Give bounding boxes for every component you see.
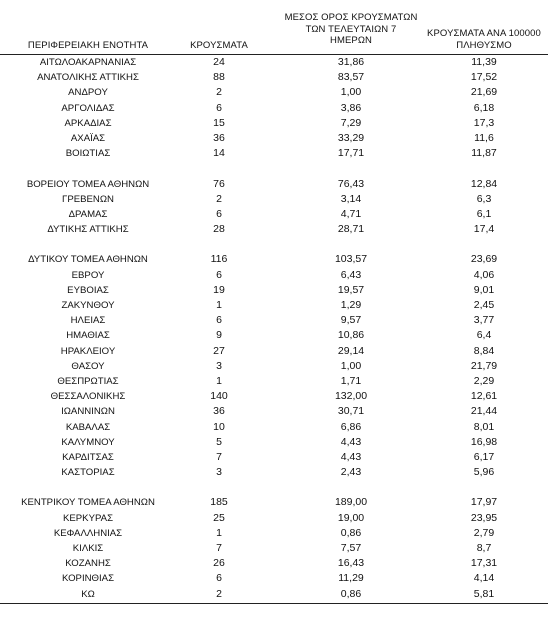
average-cell: 76,43	[337, 177, 365, 190]
per-100000-cell: 16,98	[470, 435, 498, 448]
table-row	[0, 374, 556, 389]
per-100000-cell: 11,6	[474, 131, 494, 144]
cases-cell: 27	[213, 344, 225, 357]
average-cell: 4,71	[340, 207, 362, 220]
table-row	[0, 420, 556, 435]
region-cell: ΓΡΕΒΕΝΩΝ	[62, 193, 114, 205]
average-cell: 6,86	[340, 420, 362, 433]
per-100000-cell: 11,39	[471, 56, 497, 68]
table-row	[0, 465, 556, 480]
per-100000-cell: 23,69	[470, 253, 498, 266]
average-cell: 0,86	[340, 587, 362, 600]
per-100000-cell: 2,29	[473, 374, 495, 387]
region-cell: ΚΑΡΔΙΤΣΑΣ	[62, 451, 114, 463]
region-cell: ΑΙΤΩΛΟΑΚΑΡΝΑΝΙΑΣ	[39, 57, 137, 68]
region-cell: ΕΥΒΟΙΑΣ	[67, 284, 109, 296]
per-100000-cell: 8,01	[473, 420, 495, 433]
cases-cell: 25	[213, 511, 225, 524]
per-100000-cell: 2,45	[473, 299, 495, 311]
table-body	[0, 55, 556, 602]
cases-cell: 14	[213, 147, 225, 160]
table-row	[0, 359, 556, 374]
table-row	[0, 85, 556, 100]
table-row	[0, 495, 556, 510]
per-100000-cell: 8,84	[473, 344, 495, 357]
table-row	[0, 298, 556, 313]
region-cell: ΘΑΣΟΥ	[71, 360, 105, 372]
per-100000-cell: 23,95	[470, 511, 498, 524]
per-100000-cell: 6,17	[473, 450, 495, 463]
table-row	[0, 70, 556, 85]
table-row	[0, 131, 556, 146]
header-avg-line-1: ΜΕΣΟΣ ΟΡΟΣ ΚΡΟΥΣΜΑΤΩΝ	[284, 12, 418, 23]
per-100000-cell: 5,81	[473, 587, 495, 600]
average-cell: 28,71	[337, 223, 365, 236]
region-cell: ΚΙΛΚΙΣ	[72, 543, 104, 554]
per-100000-cell: 6,3	[476, 192, 492, 205]
table-row	[0, 268, 556, 283]
table-row	[0, 328, 556, 343]
per-100000-cell: 21,79	[470, 359, 498, 372]
region-cell: ΑΡΓΟΛΙΔΑΣ	[61, 102, 115, 114]
average-cell: 10,86	[337, 329, 365, 342]
average-cell: 16,43	[337, 557, 365, 570]
average-cell: 29,14	[337, 344, 365, 357]
region-cell: ΔΡΑΜΑΣ	[68, 208, 108, 220]
region-cell: ΑΧΑΪΑΣ	[70, 132, 106, 144]
table-row	[0, 313, 556, 328]
per-100000-cell: 12,84	[470, 177, 498, 190]
cases-cell: 140	[210, 390, 228, 403]
region-cell: ΚΕΝΤΡΙΚΟΥ ΤΟΜΕΑ ΑΘΗΝΩΝ	[21, 497, 155, 509]
per-100000-cell: 17,3	[473, 116, 495, 129]
region-cell: ΘΕΣΠΡΩΤΙΑΣ	[57, 375, 119, 387]
cases-cell: 6	[216, 268, 222, 281]
average-cell: 3,86	[340, 101, 362, 114]
cases-cell: 1	[216, 526, 222, 539]
per-100000-cell: 4,14	[473, 572, 495, 585]
per-100000-cell: 5,96	[473, 466, 495, 479]
per-100000-cell: 17,97	[470, 496, 498, 509]
average-cell: 189,00	[334, 496, 368, 509]
group-spacer	[0, 161, 556, 176]
table-row	[0, 222, 556, 237]
table-row	[0, 389, 556, 404]
cases-cell: 88	[213, 71, 225, 84]
cases-cell: 19	[213, 283, 225, 296]
average-cell: 1,71	[340, 374, 362, 387]
average-cell: 17,71	[337, 147, 365, 160]
region-cell: ΔΥΤΙΚΗΣ ΑΤΤΙΚΗΣ	[47, 224, 129, 236]
footer-rule	[0, 603, 548, 604]
average-cell: 0,86	[340, 526, 362, 539]
average-cell: 1,00	[340, 359, 362, 372]
average-cell: 7,57	[340, 542, 362, 554]
cases-cell: 6	[216, 101, 222, 114]
header-region	[0, 40, 176, 52]
average-cell: 4,43	[340, 450, 362, 463]
region-cell: ΘΕΣΣΑΛΟΝΙΚΗΣ	[50, 391, 126, 403]
table-row	[0, 207, 556, 222]
cases-cell: 36	[213, 405, 225, 418]
region-cell: ΑΝΑΤΟΛΙΚΗΣ ΑΤΤΙΚΗΣ	[37, 72, 139, 84]
cases-cell: 7	[216, 450, 222, 463]
cases-cell: 116	[210, 253, 228, 266]
average-cell: 19,57	[337, 283, 365, 296]
cases-cell: 6	[216, 572, 222, 585]
average-cell: 2,43	[340, 466, 362, 479]
cases-cell: 6	[216, 314, 222, 327]
table-row	[0, 556, 556, 571]
region-cell: ΚΟΖΑΝΗΣ	[65, 558, 111, 570]
per-100000-cell: 4,06	[473, 268, 495, 281]
table-row	[0, 587, 556, 602]
per-100000-cell: 8,7	[476, 542, 492, 554]
average-cell: 19,00	[337, 511, 365, 524]
average-cell: 4,43	[340, 435, 362, 448]
table-row	[0, 101, 556, 116]
cases-cell: 10	[213, 420, 225, 433]
table-row	[0, 511, 556, 526]
per-100000-cell: 21,44	[470, 405, 498, 418]
region-cell: ΚΩ	[81, 588, 95, 600]
average-cell: 1,29	[340, 299, 362, 311]
region-cell: ΚΕΡΚΥΡΑΣ	[62, 512, 113, 524]
table-row	[0, 55, 556, 70]
cases-cell: 2	[216, 192, 222, 205]
average-cell: 11,29	[338, 572, 364, 585]
per-100000-cell: 2,79	[473, 526, 495, 539]
table-row	[0, 571, 556, 586]
cases-cell: 2	[216, 86, 222, 99]
per-100000-cell: 9,01	[473, 283, 495, 296]
region-cell: ΚΕΦΑΛΛΗΝΙΑΣ	[53, 527, 123, 539]
group-spacer	[0, 480, 556, 495]
cases-cell: 76	[213, 177, 225, 190]
average-cell: 30,71	[337, 405, 365, 418]
table-row	[0, 541, 556, 556]
table-row	[0, 344, 556, 359]
per-100000-cell: 3,77	[473, 314, 495, 327]
average-cell: 7,29	[340, 116, 362, 129]
average-cell: 9,57	[340, 314, 362, 327]
cases-cell: 26	[213, 557, 225, 570]
table-row	[0, 283, 556, 298]
header-region-text: ΠΕΡΙΦΕΡΕΙΑΚΗ ΕΝΟΤΗΤΑ	[27, 40, 149, 51]
average-cell: 3,14	[340, 192, 362, 205]
per-100000-cell: 17,31	[470, 557, 498, 570]
table-row	[0, 116, 556, 131]
region-cell: ΒΟΡΕΙΟΥ ΤΟΜΕΑ ΑΘΗΝΩΝ	[26, 178, 150, 190]
table-row	[0, 192, 556, 207]
per-100000-cell: 17,4	[473, 223, 495, 236]
header-seven-day-average	[276, 12, 426, 47]
per-100000-cell: 21,69	[470, 86, 498, 99]
cases-cell: 24	[213, 56, 225, 68]
region-cell: ΒΟΙΩΤΙΑΣ	[65, 148, 111, 160]
table-row	[0, 526, 556, 541]
average-cell: 33,29	[337, 131, 365, 144]
region-cell: ΚΟΡΙΝΘΙΑΣ	[61, 573, 115, 585]
region-cell: ΚΑΛΥΜΝΟΥ	[61, 436, 115, 448]
cases-cell: 3	[216, 466, 222, 479]
table-row	[0, 177, 556, 192]
cases-cell: 1	[216, 299, 222, 311]
per-100000-cell: 6,18	[473, 101, 495, 114]
region-cell: ΚΑΣΤΟΡΙΑΣ	[61, 467, 115, 479]
header-per-line-1: ΚΡΟΥΣΜΑΤΑ ΑΝΑ 100000	[427, 28, 541, 39]
header-cases-text: ΚΡΟΥΣΜΑΤΑ	[190, 40, 248, 51]
average-cell: 132,00	[334, 390, 368, 403]
region-cell: ΖΑΚΥΝΘΟΥ	[61, 300, 115, 311]
per-100000-cell: 6,1	[476, 207, 492, 220]
region-cell: ΗΜΑΘΙΑΣ	[66, 330, 110, 342]
group-spacer	[0, 237, 556, 252]
header-per-line-2: ΠΛΗΘΥΣΜΟ	[456, 39, 512, 51]
per-100000-cell: 12,61	[470, 390, 498, 403]
region-cell: ΗΡΑΚΛΕΙΟΥ	[60, 345, 116, 357]
region-cell: ΕΒΡΟΥ	[71, 269, 105, 281]
average-cell: 31,86	[337, 56, 365, 68]
header-cases-per-100000	[414, 28, 554, 51]
cases-cell: 28	[213, 223, 225, 236]
average-cell: 6,43	[340, 268, 362, 281]
table-row	[0, 146, 556, 161]
cases-cell: 9	[216, 329, 222, 342]
cases-cell: 2	[216, 587, 222, 600]
cases-cell: 185	[210, 496, 228, 509]
header-cases	[176, 40, 262, 52]
per-100000-cell: 6,4	[476, 329, 492, 342]
cases-cell: 6	[216, 207, 222, 220]
table-row	[0, 435, 556, 450]
cases-cell: 15	[213, 116, 225, 129]
table-row	[0, 404, 556, 419]
region-cell: ΙΩΑΝΝΙΝΩΝ	[61, 406, 115, 418]
average-cell: 1,00	[340, 86, 362, 99]
region-cell: ΑΡΚΑΔΙΑΣ	[64, 117, 112, 129]
cases-cell: 3	[216, 359, 222, 372]
per-100000-cell: 11,87	[471, 147, 497, 160]
cases-cell: 1	[216, 374, 222, 387]
average-cell: 103,57	[334, 253, 368, 266]
region-cell: ΑΝΔΡΟΥ	[68, 87, 108, 99]
header-avg-line-2: ΤΩΝ ΤΕΛΕΥΤΑΙΩΝ 7	[305, 23, 397, 35]
table-row	[0, 450, 556, 465]
header-avg-line-3: ΗΜΕΡΩΝ	[329, 35, 372, 46]
average-cell: 83,57	[337, 71, 365, 84]
per-100000-cell: 17,52	[470, 71, 498, 84]
region-cell: ΔΥΤΙΚΟΥ ΤΟΜΕΑ ΑΘΗΝΩΝ	[28, 254, 148, 266]
cases-cell: 7	[216, 542, 222, 554]
table-row	[0, 252, 556, 267]
cases-cell: 36	[213, 131, 225, 144]
region-cell: ΚΑΒΑΛΑΣ	[65, 421, 111, 433]
region-cell: ΗΛΕΙΑΣ	[70, 315, 106, 327]
cases-cell: 5	[216, 435, 222, 448]
